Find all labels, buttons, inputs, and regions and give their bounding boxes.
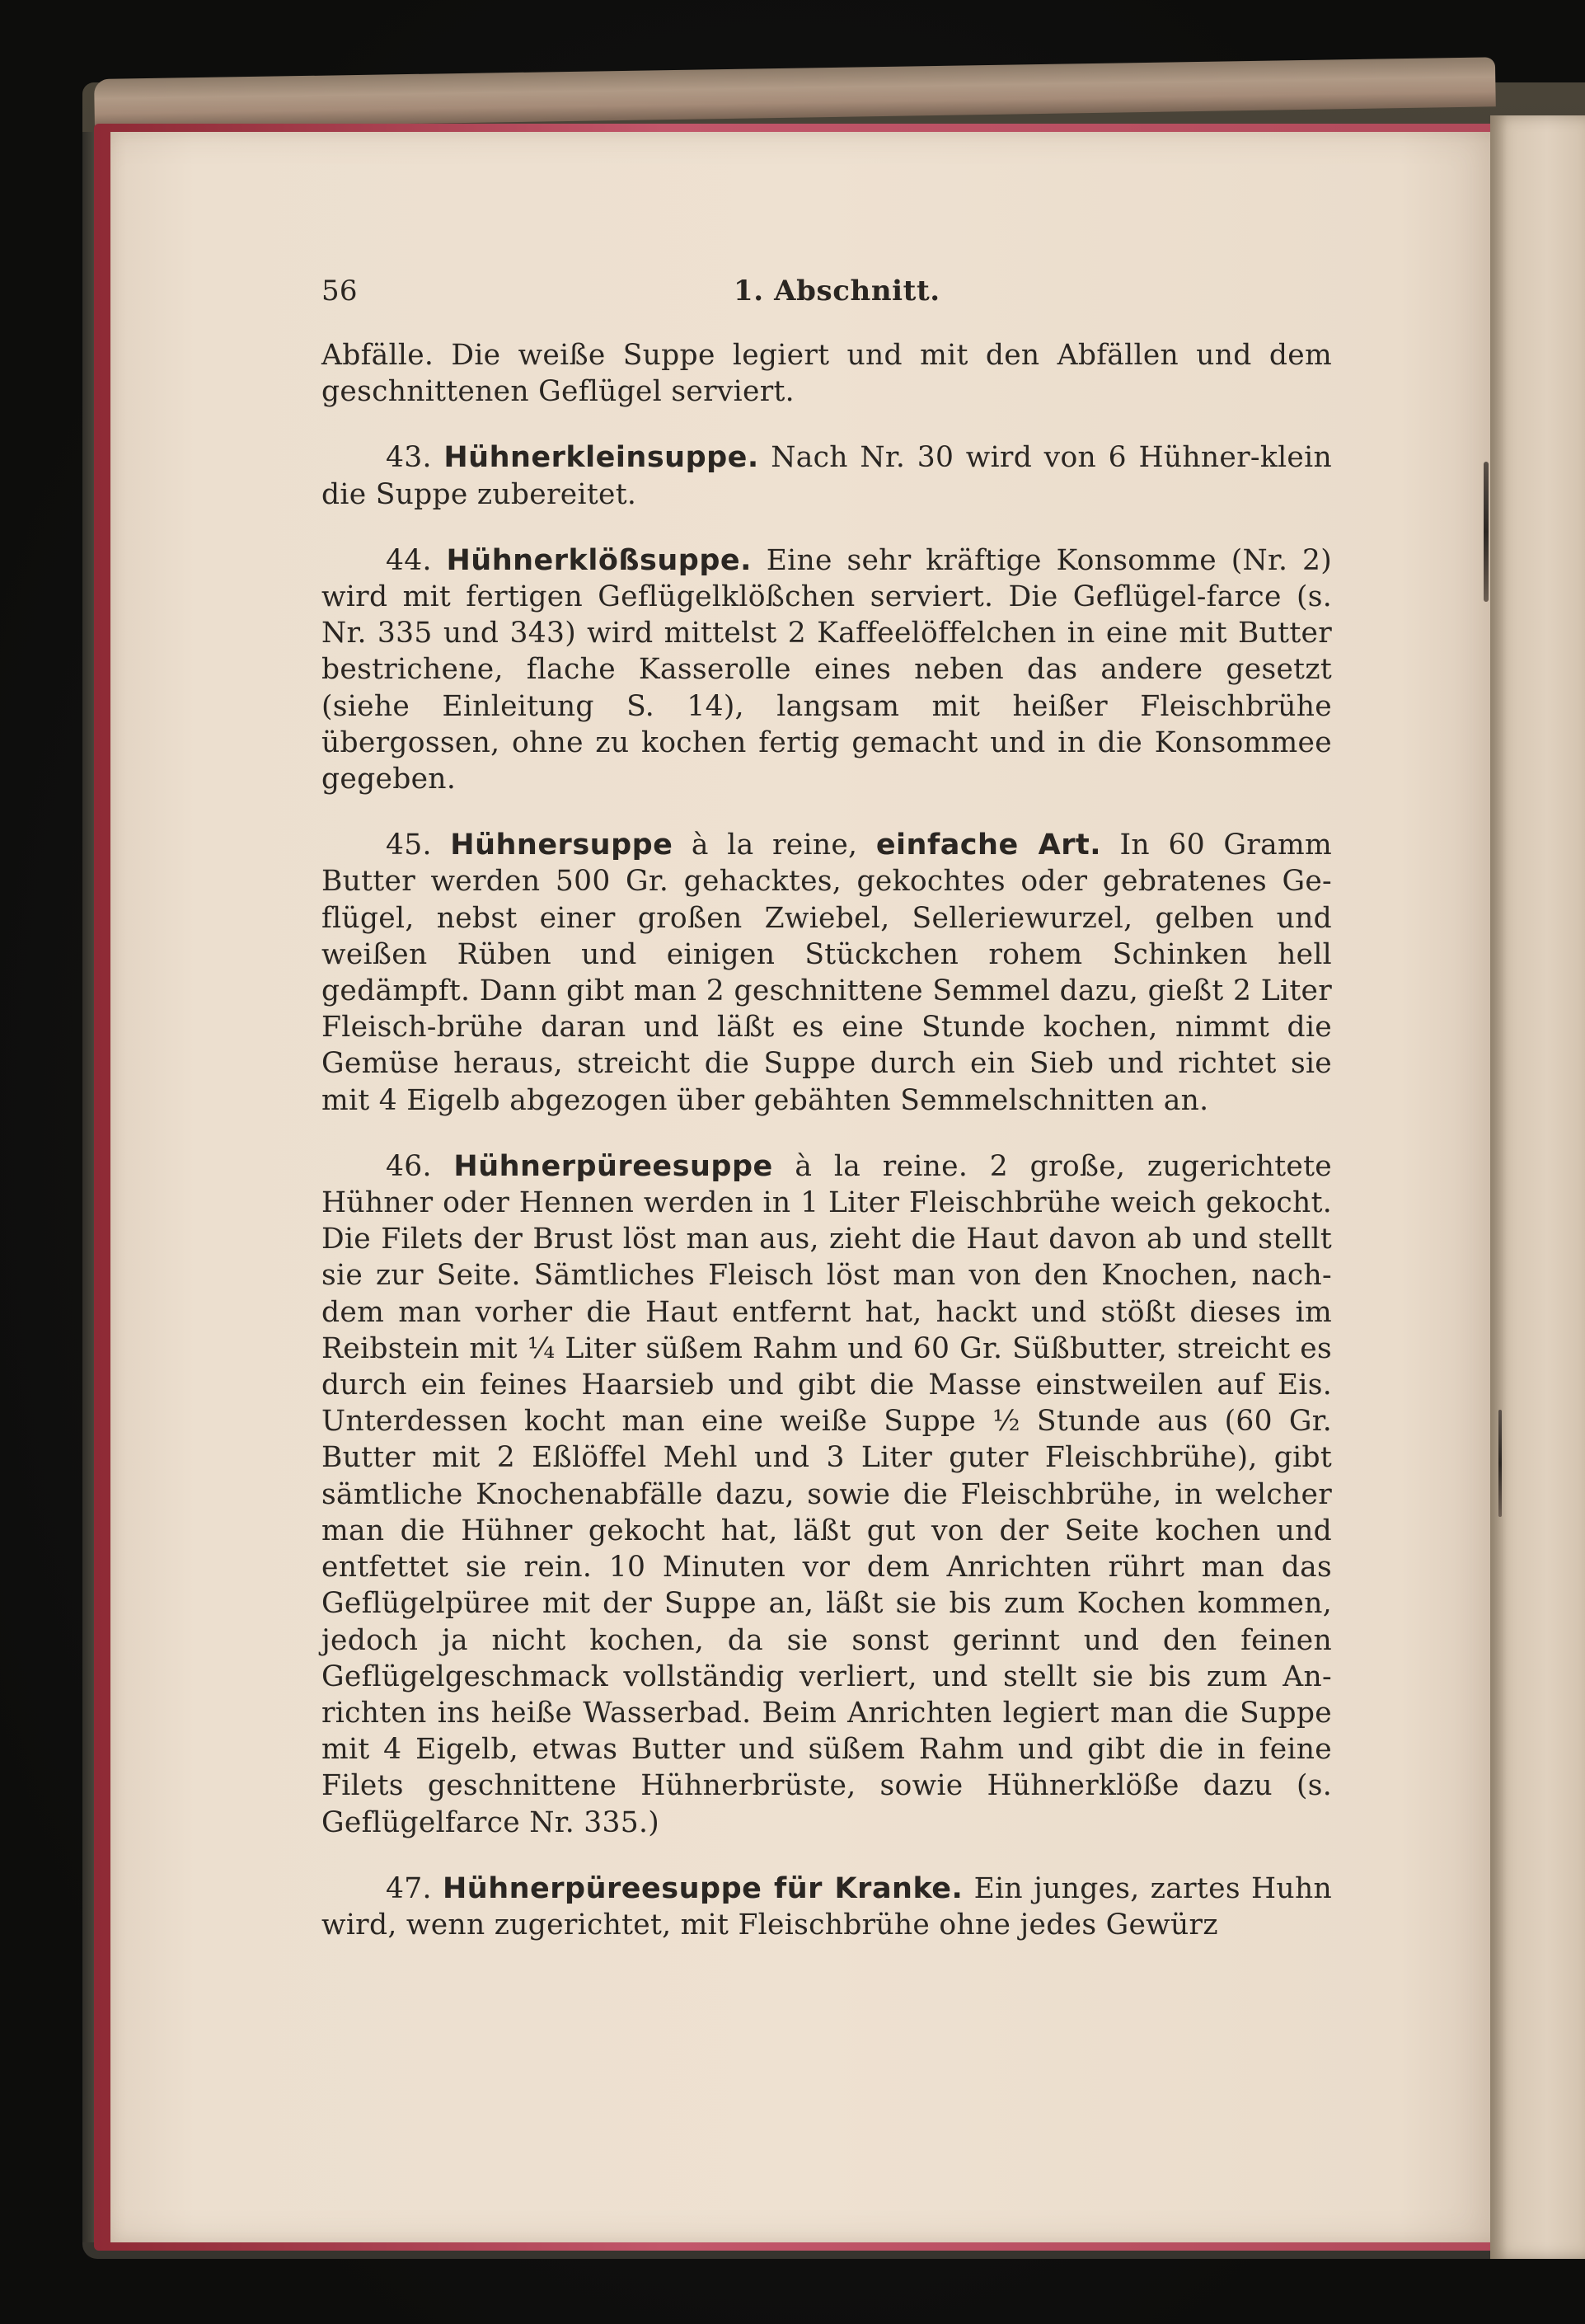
recipe-body: Nach Nr. 30 wird von 6 Hühner-klein die Suppe zubereitet.: [321, 441, 1332, 511]
recipe-45: [321, 827, 1332, 1119]
page-header: [321, 268, 1332, 317]
recipe-number: 47.: [386, 1871, 432, 1905]
intro-paragraph: Abfälle. Die weiße Suppe legiert und mit den Abfällen und dem geschnittenen Geflügel serviert.: [321, 339, 1332, 409]
recipe-title: Hühnerpüreesuppe: [453, 1149, 773, 1183]
recipe-title: Hühnerkleinsuppe.: [443, 441, 759, 475]
page-number: 56: [321, 275, 358, 308]
recipe-number: 44.: [386, 543, 432, 577]
page-fold-mark-lower: [1498, 1410, 1502, 1517]
recipe-body: Ein junges, zartes Huhn wird, wenn zugerichtet, mit Fleischbrühe ohne jedes Gewürz: [321, 1871, 1332, 1941]
recipe-subtitle: à la reine,: [673, 829, 876, 862]
recipe-title: Hühnerklößsuppe.: [446, 543, 752, 577]
page-fold-mark: [1484, 462, 1489, 602]
recipe-subtitle: à la reine.: [772, 1149, 968, 1183]
recipe-number: 46.: [386, 1149, 432, 1183]
facing-page: [1490, 115, 1585, 2259]
recipe-43: [321, 439, 1332, 512]
recipe-number: 43.: [386, 441, 432, 475]
page-text: [321, 268, 1332, 1973]
recipe-title: Hühnersuppe: [450, 829, 673, 862]
recipe-body: 2 große, zugerichtete Hühner oder Hennen werden in 1 Liter Fleischbrühe weich gekocht. Die Filets der Brust löst man aus, zieht die Haut davon ab und stellt sie zur Seite. Sämtliches Fleisch löst man von den Knochen, nach-dem man vorher die Haut entfernt hat, hackt und stößt dieses im Reibstein mit ¼ Liter süßem Rahm und 60 Gr. Süßbutter, streicht es durch ein feines Haarsieb und gibt die Masse einstweilen auf Eis. Unterdessen kocht man eine weiße Suppe ½ Stunde aus (60 Gr. Butter mit 2 Eßlöffel Mehl und 3 Liter guter Fleischbrühe), gibt sämtliche Knochenabfälle dazu, sowie die Fleischbrühe, in welcher man die Hühner gekocht hat, läßt gut von der Seite kochen und entfettet sie rein. 10 Minuten vor dem Anrichten rührt man das Geflügelpüree mit der Suppe an, läßt sie bis zum Kochen kommen, jedoch ja nicht kochen, da sie sonst gerinnt und den feinen Geflügelgeschmack vollständig verliert, und stellt sie bis zum An-richten ins heiße Wasserbad. Beim Anrichten legiert man die Suppe mit 4 Eigelb, etwas Butter und süßem Rahm und gibt die in feine Filets geschnittene Hühnerbrüste, sowie Hühnerklöße dazu (s. Geflügelfarce Nr. 335.): [321, 1149, 1332, 1839]
recipe-body: Eine sehr kräftige Konsomme (Nr. 2) wird mit fertigen Geflügelklößchen serviert. Die Geflügel-farce (s. Nr. 335 und 343) wird mittelst 2 Kaffeelöffelchen in eine mit Butter bestrichene, flache Kasserolle eines neben das andere gesetzt (siehe Einleitung S. 14), langsam mit heißer Fleischbrühe übergossen, ohne zu kochen fertig gemacht und in die Konsommee gegeben.: [321, 543, 1332, 796]
section-heading: 1. Abschnitt.: [734, 275, 940, 308]
recipe-title: Hühnerpüreesuppe für Kranke.: [443, 1871, 964, 1905]
recipe-number: 45.: [386, 829, 432, 862]
recipe-body: In 60 Gramm Butter werden 500 Gr. gehacktes, gekochtes oder gebratenes Ge-flügel, nebst einer großen Zwiebel, Selleriewurzel, gelben und weißen Rüben und einigen Stückchen rohem Schinken hell gedämpft. Dann gibt man 2 geschnittene Semmel dazu, gießt 2 Liter Fleisch-brühe daran und läßt es eine Stunde kochen, nimmt die Gemüse heraus, streicht die Suppe durch ein Sieb und richtet sie mit 4 Eigelb abgezogen über gebähten Semmelschnitten an.: [321, 829, 1332, 1117]
recipe-44: [321, 542, 1332, 797]
recipe-subtitle-bold: einfache Art.: [875, 829, 1101, 862]
recipe-46: [321, 1148, 1332, 1841]
recipe-47: [321, 1871, 1332, 1943]
